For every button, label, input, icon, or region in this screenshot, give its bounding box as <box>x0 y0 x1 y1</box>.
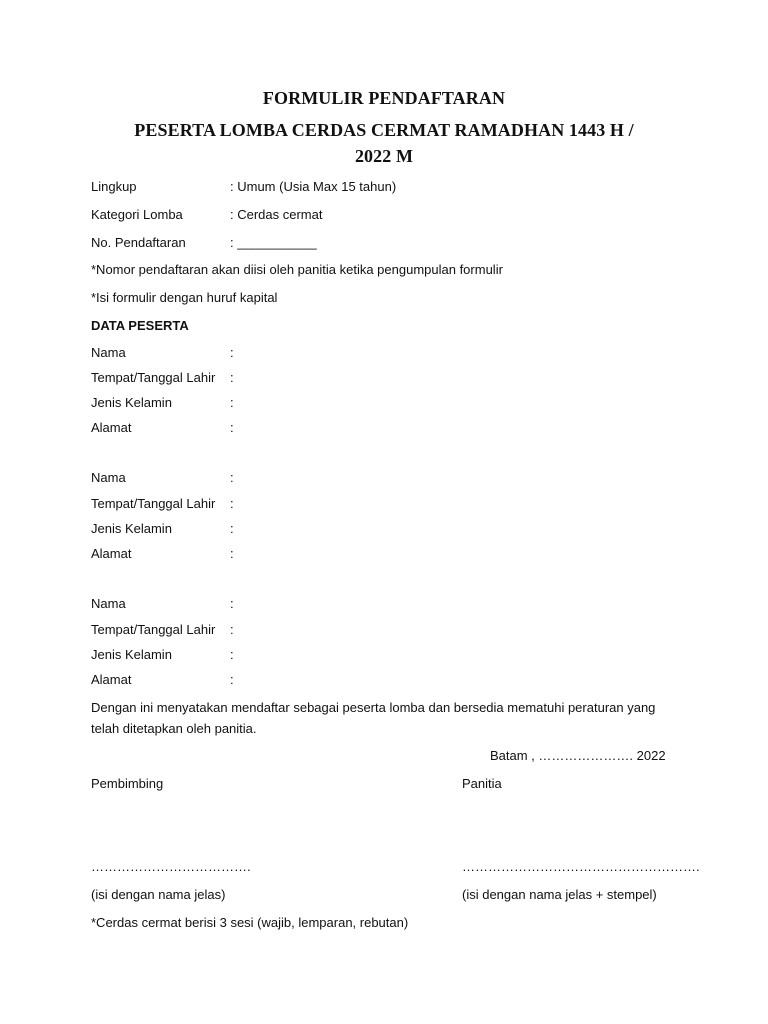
date-line: Batam , …………………. 2022 <box>490 748 666 763</box>
nama-colon: : <box>230 596 234 611</box>
ttl-label: Tempat/Tanggal Lahir <box>91 370 216 385</box>
panitia-label: Panitia <box>462 776 502 791</box>
ttl-label: Tempat/Tanggal Lahir <box>91 622 216 637</box>
alamat-colon: : <box>230 546 234 561</box>
lingkup-label: Lingkup <box>91 179 137 194</box>
jenis-kelamin-colon: : <box>230 521 234 536</box>
ttl-colon: : <box>230 496 234 511</box>
pembimbing-signature-line: ………………………………. <box>91 859 251 874</box>
section-heading-data-peserta: DATA PESERTA <box>91 318 189 333</box>
nomor-pendaftaran-label: No. Pendaftaran <box>91 235 186 250</box>
footer-note: *Cerdas cermat berisi 3 sesi (wajib, lemparan, rebutan) <box>91 915 409 930</box>
alamat-label: Alamat <box>91 546 132 561</box>
alamat-label: Alamat <box>91 420 132 435</box>
form-subtitle-line2: 2022 M <box>354 146 414 166</box>
note-huruf-kapital: *Isi formulir dengan huruf kapital <box>91 290 278 305</box>
jenis-kelamin-label: Jenis Kelamin <box>91 521 172 536</box>
nama-label: Nama <box>91 596 126 611</box>
jenis-kelamin-label: Jenis Kelamin <box>91 395 172 410</box>
pembimbing-label: Pembimbing <box>91 776 164 791</box>
panitia-signature-line: ………………………………………………. <box>462 859 700 874</box>
ttl-colon: : <box>230 622 234 637</box>
nomor-pendaftaran-blank: : ___________ <box>230 235 317 250</box>
pembimbing-caption: (isi dengan nama jelas) <box>91 887 226 902</box>
ttl-colon: : <box>230 370 234 385</box>
form-title: FORMULIR PENDAFTARAN <box>262 88 506 108</box>
jenis-kelamin-label: Jenis Kelamin <box>91 647 172 662</box>
note-nomor: *Nomor pendaftaran akan diisi oleh panitia ketika pengumpulan formulir <box>91 262 503 277</box>
ttl-label: Tempat/Tanggal Lahir <box>91 496 216 511</box>
declaration-text: Dengan ini menyatakan mendaftar sebagai peserta lomba dan bersedia mematuhi peraturan yang telah ditetapkan oleh panitia. <box>91 700 656 736</box>
nama-label: Nama <box>91 345 126 360</box>
jenis-kelamin-colon: : <box>230 395 234 410</box>
jenis-kelamin-colon: : <box>230 647 234 662</box>
form-subtitle-line1: PESERTA LOMBA CERDAS CERMAT RAMADHAN 1443 H / <box>134 120 634 140</box>
kategori-value: : Cerdas cermat <box>230 207 323 222</box>
nama-colon: : <box>230 470 234 485</box>
panitia-caption: (isi dengan nama jelas + stempel) <box>462 887 657 902</box>
nama-label: Nama <box>91 470 126 485</box>
nama-colon: : <box>230 345 234 360</box>
lingkup-value: : Umum (Usia Max 15 tahun) <box>230 179 397 194</box>
alamat-colon: : <box>230 420 234 435</box>
alamat-colon: : <box>230 672 234 687</box>
kategori-label: Kategori Lomba <box>91 207 183 222</box>
alamat-label: Alamat <box>91 672 132 687</box>
